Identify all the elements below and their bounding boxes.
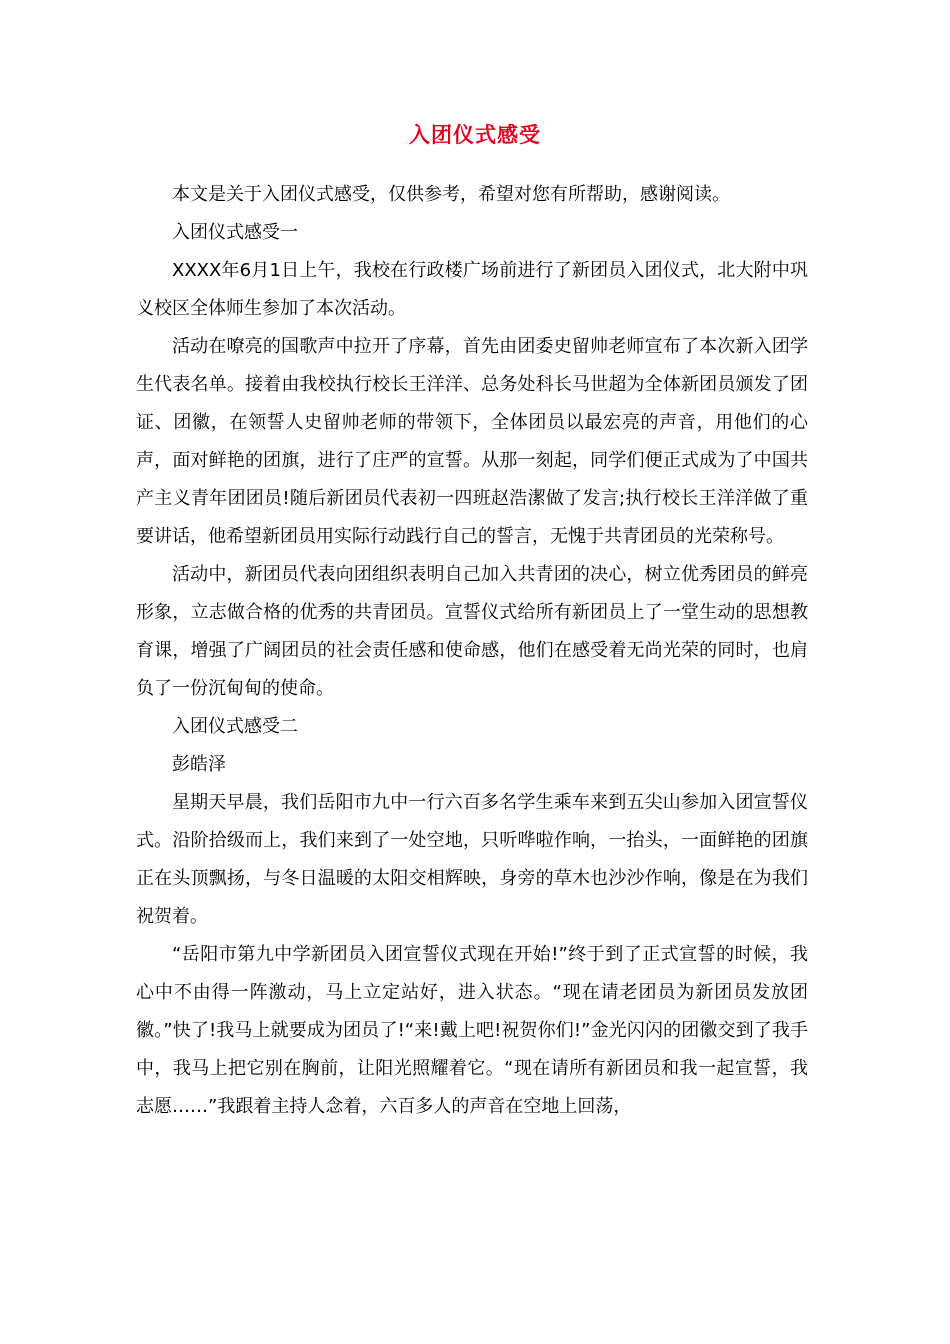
document-title: 入团仪式感受	[409, 122, 541, 147]
paragraph-intro: 本文是关于入团仪式感受，仅供参考，希望对您有所帮助，感谢阅读。	[172, 184, 730, 205]
author-name: 彭皓泽	[172, 754, 226, 775]
document-body	[136, 176, 808, 1126]
paragraph: 星期天早晨，我们岳阳市九中一行六百多名学生乘车来到五尖山参加入团宣誓仪式。沿阶拾级而上，我们来到了一处空地，只听哗啦作响，一抬头，一面鲜艳的团旗正在头顶飘扬，与冬日温暖的太阳交相辉映，身旁的草木也沙沙作响，像是在为我们祝贺着。	[136, 792, 808, 927]
paragraph: “岳阳市第九中学新团员入团宣誓仪式现在开始!”终于到了正式宣誓的时候，我心中不由得一阵激动，马上立定站好，进入状态。“现在请老团员为新团员发放团徽。”快了!我马上就要成为团员了!“来!戴上吧!祝贺你们!”金光闪闪的团徽交到了我手中，我马上把它别在胸前，让阳光照耀着它。“现在请所有新团员和我一起宣誓，我志愿……”我跟着主持人念着，六百多人的声音在空地上回荡，	[136, 944, 808, 1117]
paragraph: XXXX年6月1日上午，我校在行政楼广场前进行了新团员入团仪式，北大附中巩义校区全体师生参加了本次活动。	[136, 260, 808, 319]
section-heading-2: 入团仪式感受二	[172, 716, 298, 737]
paragraph: 活动在嘹亮的国歌声中拉开了序幕，首先由团委史留帅老师宣布了本次新入团学生代表名单。接着由我校执行校长王洋洋、总务处科长马世超为全体新团员颁发了团证、团徽，在领誓人史留帅老师的带领下，全体团员以最宏亮的声音，用他们的心声，面对鲜艳的团旗，进行了庄严的宣誓。从那一刻起，同学们便正式成为了中国共产主义青年团团员!随后新团员代表初一四班赵浩潔做了发言;执行校长王洋洋做了重要讲话，他希望新团员用实际行动践行自己的誓言，无愧于共青团员的光荣称号。	[136, 336, 808, 547]
section-heading-1: 入团仪式感受一	[172, 222, 298, 243]
paragraph: 活动中，新团员代表向团组织表明自己加入共青团的决心，树立优秀团员的鲜亮形象，立志做合格的优秀的共青团员。宣誓仪式给所有新团员上了一堂生动的思想教育课，增强了广阔团员的社会责任感和使命感，他们在感受着无尚光荣的同时，也肩负了一份沉甸甸的使命。	[136, 564, 808, 699]
